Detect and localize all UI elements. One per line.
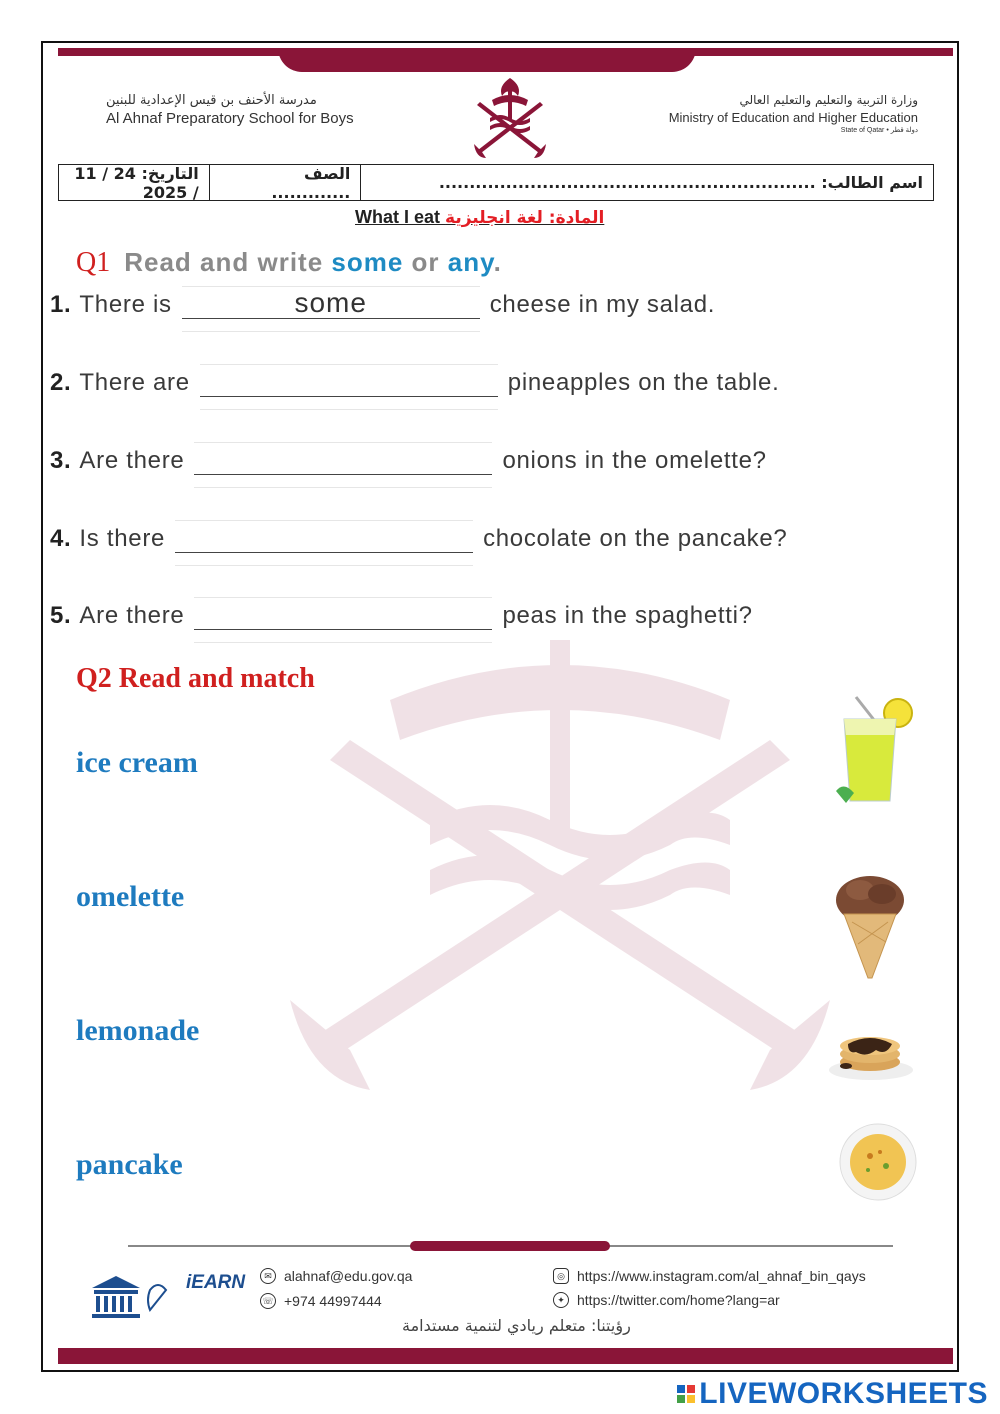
q1-number: Q1	[76, 247, 111, 278]
answer-field-3[interactable]	[194, 446, 492, 475]
twitter-icon: ✦	[553, 1292, 569, 1308]
q1-item-1: 1. There is some cheese in my salad.	[50, 287, 716, 318]
date-field: التاريخ: 24 / 11 / 2025	[74, 163, 199, 202]
ministry-name-ar: وزارة التربية والتعليم والتعليم العالي	[739, 93, 918, 107]
bottom-maroon-band	[58, 1348, 953, 1364]
footer-instagram[interactable]: ◎ https://www.instagram.com/al_ahnaf_bin_qays	[553, 1268, 866, 1284]
match-word-lemonade[interactable]: lemonade	[76, 1014, 200, 1047]
school-name-en: Al Ahnaf Preparatory School for Boys	[106, 110, 354, 127]
lesson-title: What I eat	[355, 207, 441, 227]
class-field[interactable]: الصف .............	[209, 165, 361, 200]
unesco-logo-icon	[86, 1270, 176, 1330]
q2-heading: Q2 Read and match	[76, 663, 315, 694]
match-word-ice-cream[interactable]: ice cream	[76, 746, 198, 779]
ministry-name-en: Ministry of Education and Higher Education	[668, 110, 918, 125]
footer-phone[interactable]: ☏ +974 44997444	[260, 1293, 382, 1309]
qatar-emblem-icon	[470, 72, 550, 164]
answer-field-1[interactable]: some	[182, 290, 480, 319]
state-label: State of Qatar • دولة قطر	[840, 127, 918, 134]
subject-label-ar: المادة: لغة انجليزية	[445, 208, 605, 228]
omelette-picture[interactable]	[836, 1122, 920, 1202]
q1-item-3: 3. Are there onions in the omelette?	[50, 447, 767, 474]
q1-item-4: 4. Is there chocolate on the pancake?	[50, 525, 788, 552]
liveworksheets-logo-icon	[677, 1385, 695, 1403]
footer-twitter[interactable]: ✦ https://twitter.com/home?lang=ar	[553, 1292, 780, 1308]
iearn-logo: iEARN	[186, 1272, 246, 1293]
answer-field-4[interactable]	[175, 524, 473, 553]
footer-email[interactable]: ✉ alahnaf@edu.gov.qa	[260, 1268, 412, 1284]
answer-field-2[interactable]	[200, 368, 498, 397]
q1-item-2: 2. There are pineapples on the table.	[50, 369, 780, 396]
q1-heading	[76, 246, 502, 279]
match-word-pancake[interactable]: pancake	[76, 1148, 183, 1181]
q1-item-5: 5. Are there peas in the spaghetti?	[50, 602, 753, 629]
top-maroon-tab	[278, 48, 696, 72]
q1-instruction: Read and write some or any.	[124, 247, 502, 277]
pancake-picture[interactable]	[826, 1022, 916, 1082]
vision-statement: رؤيتنا: متعلم ريادي لتنمية مستدامة	[402, 1316, 631, 1335]
phone-icon: ☏	[260, 1293, 276, 1309]
ice-cream-picture[interactable]	[830, 872, 910, 980]
school-name-ar: مدرسة الأحنف بن قيس الإعدادية للبنين	[106, 93, 317, 108]
subject-title	[355, 207, 604, 228]
answer-field-5[interactable]	[194, 601, 492, 630]
liveworksheets-brand[interactable]: LIVEWORKSHEETS	[677, 1377, 988, 1411]
email-icon: ✉	[260, 1268, 276, 1284]
lemonade-picture[interactable]	[832, 695, 916, 807]
student-info-table	[58, 164, 934, 201]
ministry-name	[669, 92, 918, 135]
match-word-omelette[interactable]: omelette	[76, 880, 185, 913]
student-name-field[interactable]: اسم الطالب: ..............................................................	[360, 165, 933, 200]
school-name	[106, 92, 354, 128]
instagram-icon: ◎	[553, 1268, 569, 1284]
footer-maroon-pill	[410, 1241, 610, 1251]
